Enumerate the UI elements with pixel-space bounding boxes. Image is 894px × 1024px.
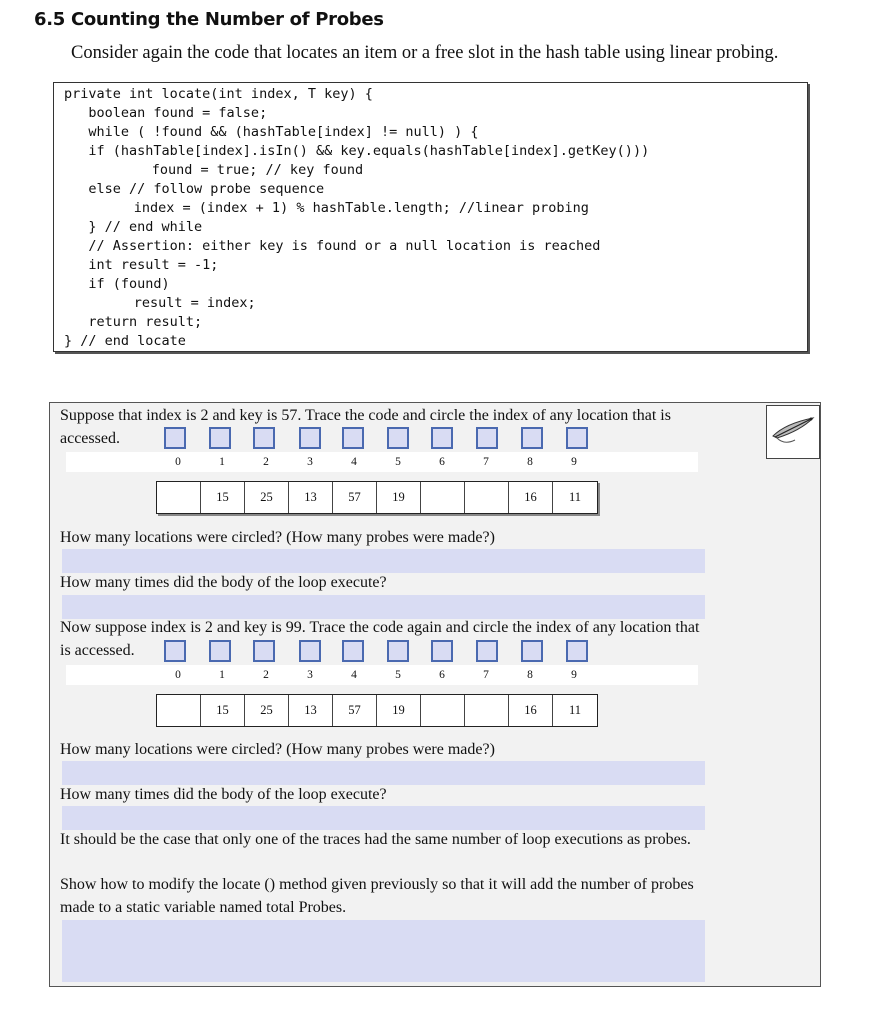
trace2-checkbox-7[interactable] [476, 640, 498, 662]
trace2-prompt-line2: is accessed. [60, 642, 135, 659]
trace1-checkbox-9[interactable] [566, 427, 588, 449]
trace1-checkbox-4[interactable] [342, 427, 364, 449]
trace1-index-6: 6 [439, 456, 445, 468]
code-line: found = true; // key found [103, 162, 364, 178]
code-line: boolean found = false; [64, 105, 268, 121]
code-line: int result = -1; [64, 257, 219, 273]
trace1-loop-question: How many times did the body of the loop execute? [60, 574, 387, 591]
trace1-probes-answer-field[interactable] [62, 549, 705, 573]
trace1-index-0: 0 [175, 456, 181, 468]
trace1-checkbox-7[interactable] [476, 427, 498, 449]
trace1-index-9: 9 [571, 456, 577, 468]
code-line: return result; [64, 314, 203, 330]
feather-pen-icon [767, 406, 819, 458]
section-heading: 6.5 Counting the Number of Probes [34, 9, 384, 30]
trace2-hash-array [156, 694, 598, 727]
array-cell [421, 482, 465, 513]
array-cell: 25 [245, 482, 289, 513]
trace2-index-8: 8 [527, 669, 533, 681]
array-cell: 19 [377, 695, 421, 726]
trace2-checkbox-6[interactable] [431, 640, 453, 662]
trace2-prompt-line1: Now suppose index is 2 and key is 99. Trace the code again and circle the index of any location that [60, 619, 700, 636]
modify-answer-field[interactable] [62, 920, 705, 982]
trace2-index-0: 0 [175, 669, 181, 681]
trace2-checkbox-2[interactable] [253, 640, 275, 662]
trace2-checkbox-9[interactable] [566, 640, 588, 662]
array-cell [465, 482, 509, 513]
array-cell [157, 695, 201, 726]
trace1-index-4: 4 [351, 456, 357, 468]
array-cell: 11 [568, 490, 582, 504]
trace1-checkbox-0[interactable] [164, 427, 186, 449]
trace1-checkbox-2[interactable] [253, 427, 275, 449]
code-line: if (hashTable[index].isIn() && key.equals(hashTable[index].getKey())) [64, 143, 650, 159]
code-line: if (found) [64, 276, 170, 292]
trace2-checkbox-4[interactable] [342, 640, 364, 662]
trace1-index-2: 2 [263, 456, 269, 468]
array-cell: 16 [509, 695, 553, 726]
trace2-index-1: 1 [219, 669, 225, 681]
trace1-index-1: 1 [219, 456, 225, 468]
trace1-checkbox-3[interactable] [299, 427, 321, 449]
trace2-checkbox-1[interactable] [209, 640, 231, 662]
trace2-checkbox-0[interactable] [164, 640, 186, 662]
trace1-prompt-line1: Suppose that index is 2 and key is 57. Trace the code and circle the index of any location that is [60, 407, 671, 424]
code-line: private int locate(int index, T key) { [64, 86, 373, 102]
modify-prompt-line2: made to a static variable named total Probes. [60, 899, 347, 916]
trace2-checkbox-8[interactable] [521, 640, 543, 662]
trace2-checkbox-3[interactable] [299, 640, 321, 662]
array-cell: 57 [333, 695, 377, 726]
trace1-checkbox-1[interactable] [209, 427, 231, 449]
trace1-checkbox-8[interactable] [521, 427, 543, 449]
array-cell [421, 695, 465, 726]
code-block [53, 82, 808, 352]
array-cell: 15 [201, 695, 245, 726]
array-cell: 57 [333, 482, 377, 513]
trace2-loop-question: How many times did the body of the loop execute? [60, 786, 387, 803]
trace1-checkbox-5[interactable] [387, 427, 409, 449]
trace2-checkbox-5[interactable] [387, 640, 409, 662]
trace1-probes-question: How many locations were circled? (How many probes were made?) [60, 529, 495, 546]
illustration-box [766, 405, 820, 459]
modify-prompt-line1: Show how to modify the locate () method given previously so that it will add the number of probes [60, 876, 694, 893]
trace2-index-5: 5 [395, 669, 401, 681]
code-line: while ( !found && (hashTable[index] != null) ) { [64, 124, 479, 140]
trace2-index-3: 3 [307, 669, 313, 681]
array-cell: 19 [377, 482, 421, 513]
trace1-index-3: 3 [307, 456, 313, 468]
array-cell [157, 482, 201, 513]
array-cell [465, 695, 509, 726]
code-line: index = (index + 1) % hashTable.length; //linear probing [85, 200, 589, 216]
trace2-probes-question: How many locations were circled? (How many probes were made?) [60, 741, 495, 758]
intro-text: Consider again the code that locates an item or a free slot in the hash table using linear probing. [71, 43, 779, 63]
code-line: // Assertion: either key is found or a null location is reached [64, 238, 601, 254]
code-line: result = index; [85, 295, 256, 311]
statement-text: It should be the case that only one of the traces had the same number of loop executions as probes. [60, 831, 691, 848]
trace1-index-7: 7 [483, 456, 489, 468]
trace2-index-2: 2 [263, 669, 269, 681]
array-cell: 13 [289, 482, 333, 513]
trace1-index-8: 8 [527, 456, 533, 468]
trace2-index-9: 9 [571, 669, 577, 681]
array-cell: 15 [201, 482, 245, 513]
trace2-index-4: 4 [351, 669, 357, 681]
trace2-loop-answer-field[interactable] [62, 806, 705, 830]
code-line: } // end while [64, 219, 203, 235]
trace2-index-6: 6 [439, 669, 445, 681]
trace1-checkbox-6[interactable] [431, 427, 453, 449]
trace1-index-5: 5 [395, 456, 401, 468]
trace2-index-7: 7 [483, 669, 489, 681]
trace1-prompt-line2: accessed. [60, 430, 120, 447]
array-cell: 25 [245, 695, 289, 726]
array-cell: 11 [568, 703, 582, 717]
code-line: } // end locate [64, 333, 186, 349]
trace1-hash-array [156, 481, 598, 514]
array-cell: 13 [289, 695, 333, 726]
array-cell: 16 [509, 482, 553, 513]
trace2-probes-answer-field[interactable] [62, 761, 705, 785]
code-line: else // follow probe sequence [64, 181, 325, 197]
